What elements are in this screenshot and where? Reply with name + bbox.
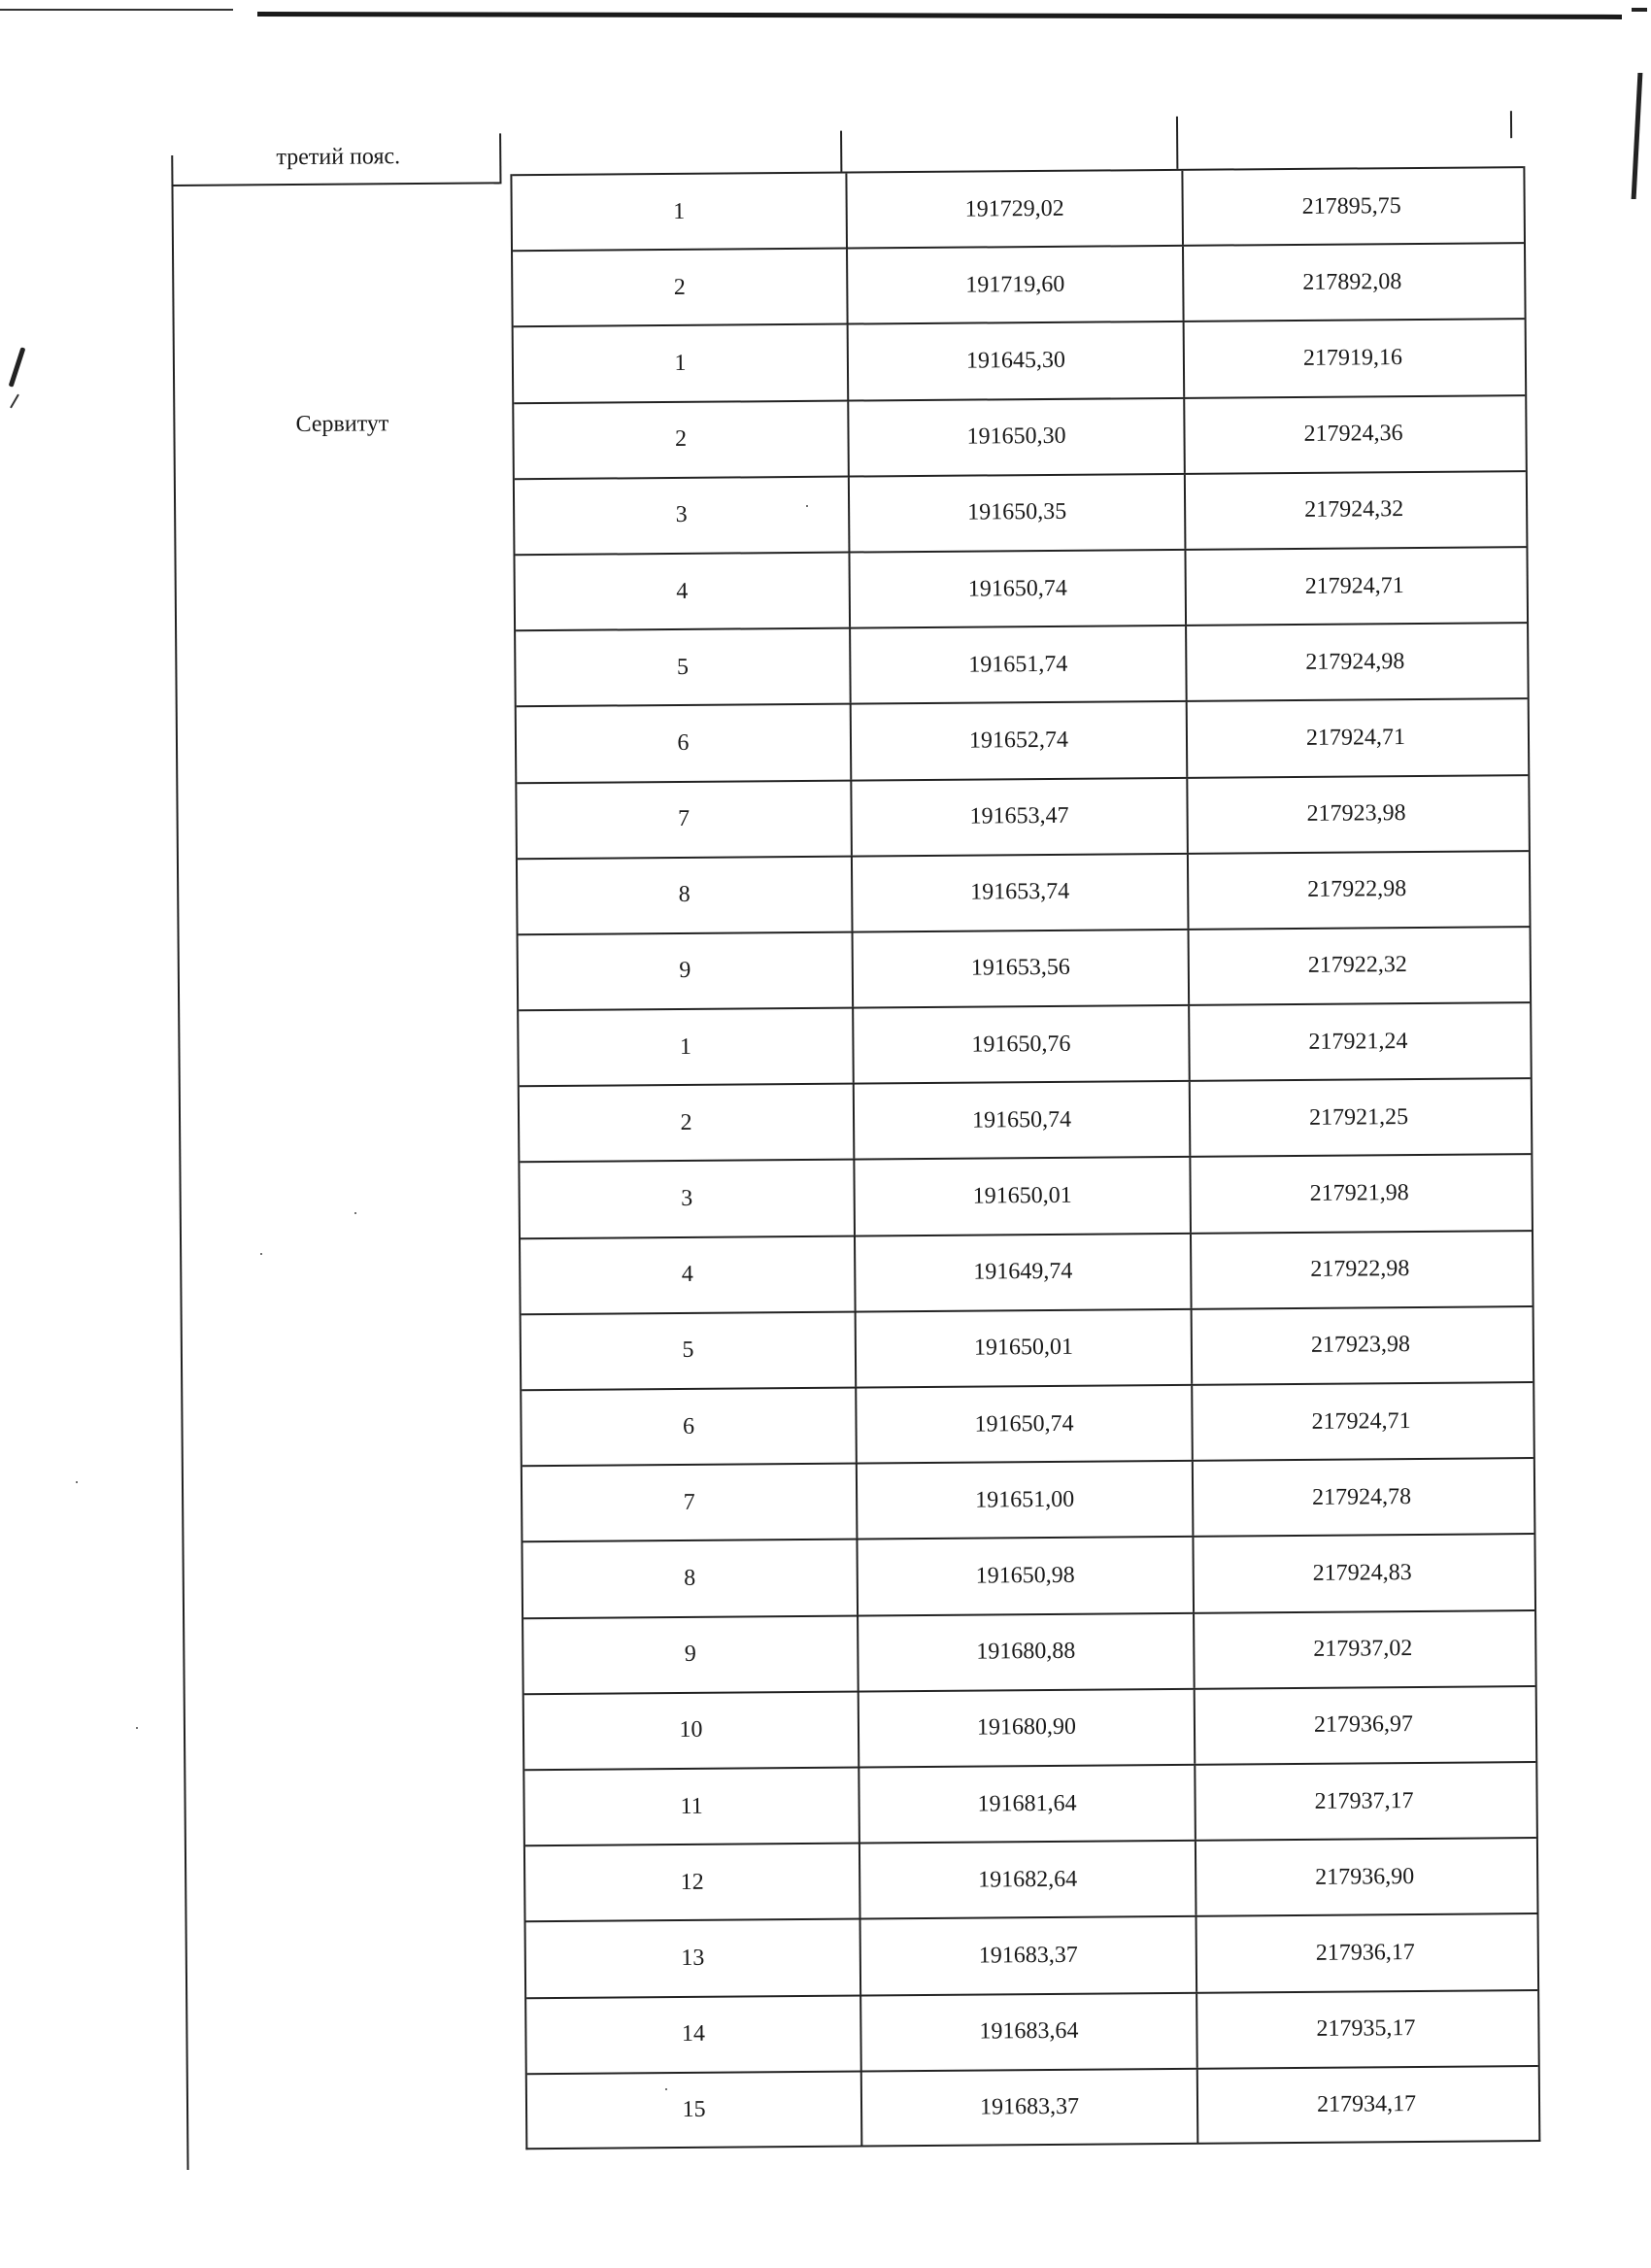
coord-x: 191650,35	[850, 475, 1187, 552]
point-number: 7	[522, 1465, 859, 1541]
coord-y: 217936,90	[1315, 1863, 1415, 1890]
table-row	[524, 1685, 1536, 1769]
coord-y: 217924,83	[1312, 1560, 1412, 1586]
coord-x: 191683,37	[861, 1917, 1198, 1994]
point-number: 13	[526, 1920, 862, 1997]
coord-x: 191653,47	[852, 778, 1189, 855]
table-row	[521, 1230, 1533, 1313]
coord-y: 217924,32	[1304, 496, 1404, 524]
point-number: 2	[520, 1085, 856, 1162]
point-number: 7	[517, 781, 853, 858]
coord-y: 217919,16	[1302, 345, 1403, 371]
coord-y: 217924,71	[1305, 724, 1406, 751]
table-row	[522, 1533, 1534, 1616]
header-column-line	[840, 131, 842, 172]
point-number: 1	[512, 174, 848, 251]
table-row	[524, 1761, 1536, 1845]
coord-x: 191683,64	[861, 1993, 1198, 2070]
table-row	[520, 1154, 1532, 1237]
point-number: 15	[527, 2072, 863, 2149]
coord-y: 217935,17	[1316, 2015, 1416, 2042]
table-row	[517, 697, 1529, 781]
coord-y: 217921,24	[1308, 1028, 1408, 1055]
table-row	[516, 622, 1528, 705]
table-row	[525, 1837, 1537, 1920]
point-number: 11	[524, 1768, 860, 1845]
coord-x: 191650,74	[850, 551, 1187, 627]
coord-y: 217892,08	[1302, 268, 1402, 295]
header-divider	[171, 182, 499, 186]
point-number: 9	[519, 932, 855, 1009]
table-row	[514, 318, 1526, 401]
table-row	[517, 774, 1529, 858]
table-row	[526, 1989, 1538, 2073]
point-number: 8	[518, 857, 854, 933]
coord-y: 217924,78	[1312, 1483, 1412, 1510]
point-number: 5	[516, 629, 852, 706]
table-row	[519, 926, 1531, 1009]
header-column-line	[1176, 117, 1178, 169]
table-row	[519, 1001, 1531, 1085]
point-number: 9	[523, 1616, 859, 1693]
left-border	[171, 155, 188, 2170]
point-number: 6	[517, 705, 853, 782]
coord-x: 191650,01	[855, 1158, 1192, 1235]
coord-y: 217921,98	[1309, 1180, 1409, 1206]
table-row	[518, 850, 1530, 933]
coord-x: 191650,74	[855, 1082, 1192, 1159]
table-row	[522, 1305, 1533, 1389]
table-row	[514, 394, 1526, 478]
coord-x: 191719,60	[848, 247, 1185, 323]
point-number: 2	[513, 250, 849, 326]
coord-x: 191645,30	[849, 322, 1186, 399]
table-row	[512, 166, 1524, 250]
header-separator	[499, 133, 501, 184]
coord-x: 191680,88	[859, 1613, 1196, 1690]
header-zone-label: третий пояс.	[276, 144, 401, 171]
coord-x: 191650,76	[854, 1006, 1191, 1083]
zone-label: Сервитут	[295, 411, 389, 438]
point-number: 10	[524, 1692, 860, 1769]
table-row	[523, 1609, 1535, 1693]
coord-x: 191729,02	[847, 171, 1184, 248]
point-number: 14	[526, 1996, 862, 2073]
table-row	[515, 470, 1527, 554]
point-number: 3	[520, 1161, 856, 1237]
coord-x: 191651,00	[858, 1462, 1195, 1539]
point-number: 3	[515, 477, 851, 554]
coord-x: 191683,37	[862, 2069, 1199, 2146]
point-number: 1	[514, 325, 850, 402]
coord-x: 191650,01	[857, 1310, 1194, 1387]
table-row	[520, 1077, 1532, 1161]
coord-y: 217921,25	[1308, 1103, 1409, 1131]
point-number: 2	[514, 401, 850, 478]
coord-y: 217923,98	[1306, 800, 1406, 827]
coord-x: 191650,30	[849, 398, 1186, 475]
coordinates-table	[510, 166, 1540, 2150]
coord-x: 191650,74	[857, 1386, 1194, 1463]
point-number: 4	[521, 1236, 857, 1313]
coord-y: 217924,98	[1305, 648, 1405, 675]
point-number: 4	[515, 553, 851, 629]
point-number: 12	[525, 1845, 861, 1921]
coord-x: 191650,98	[858, 1538, 1195, 1614]
coord-y: 217934,17	[1316, 2091, 1417, 2118]
coord-x: 191680,90	[859, 1690, 1196, 1767]
point-number: 6	[522, 1389, 858, 1466]
coord-y: 217923,98	[1310, 1332, 1410, 1359]
coord-y: 217924,71	[1311, 1407, 1411, 1435]
coord-y: 217922,98	[1307, 876, 1407, 903]
coord-y: 217895,75	[1301, 192, 1401, 220]
table-row	[515, 546, 1527, 629]
coord-y: 217936,97	[1313, 1711, 1414, 1739]
coord-x: 191651,74	[851, 626, 1188, 703]
coord-y: 217924,71	[1304, 572, 1404, 599]
table-row	[526, 1913, 1538, 1996]
coord-x: 191652,74	[852, 702, 1189, 779]
coord-x: 191653,74	[853, 855, 1190, 931]
coord-y: 217937,17	[1314, 1787, 1414, 1814]
coord-y: 217922,98	[1310, 1256, 1410, 1283]
coord-y: 217924,36	[1303, 421, 1403, 448]
point-number: 5	[522, 1312, 858, 1389]
coord-y: 217937,02	[1313, 1636, 1413, 1662]
coord-y: 217922,32	[1307, 952, 1407, 979]
coord-x: 191649,74	[856, 1234, 1193, 1310]
header-column-line	[1510, 111, 1512, 138]
table-row	[522, 1381, 1533, 1465]
coord-y: 217936,17	[1315, 1939, 1415, 1966]
point-number: 8	[522, 1540, 859, 1617]
coord-x: 191681,64	[859, 1766, 1196, 1843]
table-row	[522, 1457, 1534, 1540]
point-number: 1	[519, 1009, 855, 1086]
table-row	[527, 2065, 1539, 2149]
coord-x: 191682,64	[860, 1842, 1197, 1918]
coord-x: 191653,56	[854, 931, 1191, 1007]
table-row	[513, 242, 1525, 325]
